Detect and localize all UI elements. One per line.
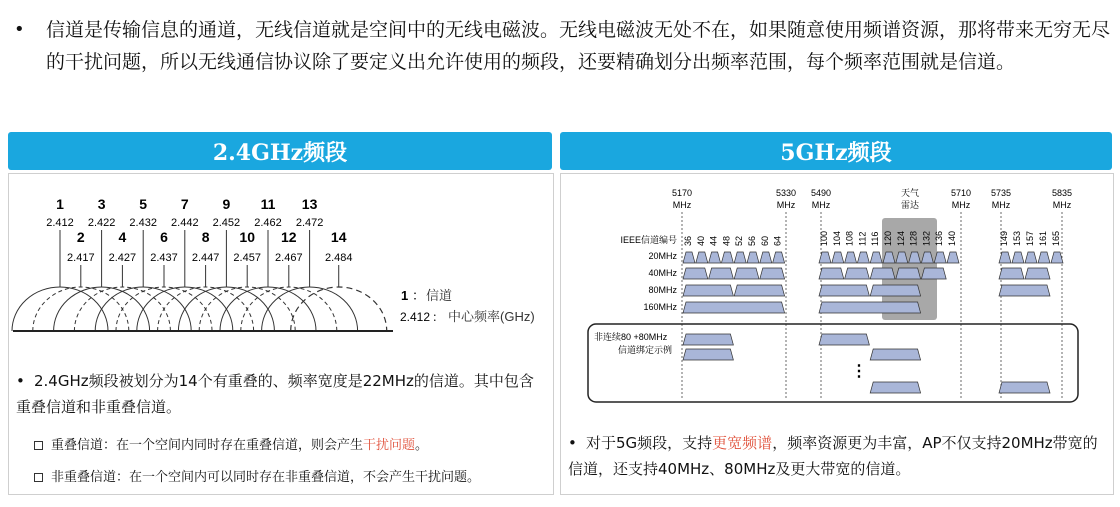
sub-overlap (34, 436, 544, 456)
bond-block (683, 334, 733, 345)
dots: ⋮ (851, 363, 867, 380)
channel-freq: 2.442 (171, 217, 199, 229)
sub-overlap-red: 干扰问题 (363, 438, 416, 453)
channel-number: 7 (180, 196, 189, 212)
channel-id: 124 (895, 230, 906, 246)
channel-freq: 2.437 (150, 252, 178, 264)
freq-mark-line1: 天气 (900, 188, 920, 198)
freq-mark-line1: 5330 (775, 188, 797, 198)
channel-id: 140 (947, 230, 957, 246)
channel-freq: 2.422 (87, 217, 116, 229)
block-20mhz (947, 252, 959, 263)
channel-freq: 2.412 (46, 217, 74, 229)
block-160mhz (819, 302, 921, 313)
block-160mhz (683, 302, 785, 313)
row-label: 40MHz (648, 268, 677, 278)
block-20mhz (747, 252, 759, 263)
channel-id: 40 (695, 235, 706, 246)
note-5ghz-red: 更宽频谱 (712, 434, 773, 452)
channel-freq: 2.427 (108, 252, 137, 264)
channel-id: 44 (708, 235, 719, 246)
legend-sep-2: ： (432, 310, 445, 324)
header-5ghz: 5GHz频段 (560, 132, 1112, 170)
sub-overlap-end: 。 (415, 438, 429, 453)
channel-arc-14 (291, 287, 387, 331)
channel-id: 120 (883, 230, 893, 246)
channel-id: 153 (1012, 230, 1022, 246)
channel-id: 52 (734, 235, 745, 246)
header-2-4ghz: 2.4GHz频段 (8, 132, 552, 170)
channel-number: 13 (301, 196, 318, 212)
freq-mark-line2: 雷达 (900, 200, 920, 210)
block-80mhz (734, 285, 784, 296)
channel-id: 60 (759, 235, 770, 246)
bond-block (683, 349, 733, 360)
block-40mhz (999, 268, 1024, 279)
note-2-4ghz (16, 368, 546, 420)
freq-mark-line1: 5170 (671, 188, 693, 198)
block-20mhz (696, 252, 708, 263)
channel-id: 116 (870, 231, 881, 246)
channel-id: 157 (1025, 230, 1035, 246)
block-20mhz (1025, 252, 1037, 263)
channel-diagram-5ghz (560, 176, 1112, 406)
channel-id: 149 (999, 230, 1009, 246)
intro-paragraph (12, 14, 1112, 78)
channel-id: 104 (831, 230, 842, 246)
channel-number: 11 (260, 196, 276, 212)
block-20mhz (832, 252, 844, 263)
bullet-icon: • (568, 434, 577, 452)
channel-freq: 2.484 (324, 252, 353, 264)
bullet-icon: • (14, 19, 25, 40)
channel-freq: 2.462 (254, 217, 282, 229)
channel-number: 3 (97, 196, 106, 212)
channel-number: 6 (160, 229, 168, 245)
legend-freq-desc: 中心频率(GHz) (448, 309, 535, 324)
channel-id: 48 (721, 235, 732, 246)
block-20mhz (760, 252, 772, 263)
block-40mhz (683, 268, 708, 279)
bond-block (819, 334, 869, 345)
block-20mhz (1038, 252, 1050, 263)
row-label: IEEE信道编号 (620, 235, 677, 245)
legend-num-key: 1 (401, 288, 409, 303)
channel-number: 12 (281, 229, 297, 245)
freq-mark-line2: MHz (991, 200, 1011, 210)
channel-freq: 2.452 (212, 217, 241, 229)
freq-mark-line1: 5735 (990, 188, 1012, 198)
block-20mhz (683, 252, 695, 263)
block-20mhz (721, 252, 733, 263)
channel-id: 36 (683, 235, 693, 246)
block-20mhz (734, 252, 746, 263)
channel-freq: 2.467 (275, 252, 303, 264)
intro-text: 信道是传输信息的通道，无线信道就是空间中的无线电磁波。无线电磁波无处不在，如果随意使用频谱资源，那将带来无穷无尽的干扰问题，所以无线通信协议除了要定义出允许使用的频段，还要精确划分出频率范围，每个频率范围就是信道。 (46, 19, 1111, 73)
square-bullet-icon (34, 441, 43, 450)
row-label: 160MHz (643, 302, 677, 312)
channel-number: 5 (139, 196, 148, 212)
block-80mhz (683, 285, 733, 296)
row-label: 20MHz (648, 251, 677, 261)
channel-id: 64 (772, 235, 783, 246)
bullet-icon: • (16, 372, 25, 390)
channel-number: 4 (118, 229, 127, 245)
block-80mhz (819, 285, 869, 296)
note-5ghz-pre: 对于5G频段，支持 (586, 434, 713, 452)
block-80mhz (870, 285, 920, 296)
freq-mark-line2: MHz (951, 200, 971, 210)
channel-number: 1 (56, 196, 64, 212)
channel-freq: 2.417 (67, 252, 95, 264)
block-20mhz (709, 252, 721, 263)
freq-mark-line2: MHz (776, 200, 796, 210)
block-40mhz (734, 268, 759, 279)
block-20mhz (1012, 252, 1024, 263)
block-40mhz (896, 268, 921, 279)
note-5ghz-post: ，频率资源更为丰富，AP不仅支持20MHz带宽的信道，还支持40MHz、80MHz及更大带宽的信道。 (568, 434, 1098, 478)
channel-id: 112 (857, 231, 868, 246)
block-40mhz (1025, 268, 1050, 279)
row-label: 80MHz (648, 285, 677, 295)
block-20mhz (845, 252, 857, 263)
block-40mhz (845, 268, 870, 279)
channel-freq: 2.432 (129, 217, 157, 229)
freq-mark-line2: MHz (672, 200, 692, 210)
channel-diagram-2-4ghz (8, 176, 554, 336)
channel-id: 165 (1051, 230, 1061, 246)
channel-number: 8 (201, 229, 210, 245)
freq-mark-line1: 5835 (1051, 188, 1073, 198)
bond-label-2: 信道绑定示例 (618, 345, 673, 355)
bond-block (870, 349, 920, 360)
channel-freq: 2.457 (233, 252, 261, 264)
block-40mhz (709, 268, 734, 279)
channel-id: 108 (844, 230, 855, 246)
freq-mark-line2: MHz (811, 200, 831, 210)
sub-overlap-label: 重叠信道：在一个空间内同时存在重叠信道，则会产生 (51, 438, 364, 453)
channel-id: 128 (908, 230, 919, 246)
channel-id: 132 (921, 230, 932, 246)
channel-number: 14 (330, 229, 347, 245)
channel-freq: 2.447 (191, 252, 220, 264)
legend-freq-key: 2.412 (400, 310, 431, 324)
square-bullet-icon (34, 473, 43, 482)
freq-mark-line2: MHz (1052, 200, 1072, 210)
sub-nonoverlap-text: 非重叠信道：在一个空间内可以同时存在非重叠信道，不会产生干扰问题。 (51, 470, 481, 485)
block-20mhz (1051, 252, 1063, 263)
bond-block (999, 382, 1050, 393)
channel-id: 100 (819, 230, 829, 246)
sub-nonoverlap (34, 468, 544, 488)
block-20mhz (773, 252, 785, 263)
channel-id: 161 (1038, 230, 1048, 246)
block-20mhz (870, 252, 882, 263)
freq-mark-line1: 5710 (950, 188, 972, 198)
freq-mark-line1: 5490 (810, 188, 832, 198)
bond-label-1: 非连续80 +80MHz (594, 332, 668, 342)
channel-number: 9 (222, 196, 231, 212)
channel-number: 10 (239, 229, 255, 245)
block-40mhz (819, 268, 844, 279)
block-40mhz (921, 268, 946, 279)
bond-block (870, 382, 920, 393)
block-40mhz (870, 268, 895, 279)
block-40mhz (760, 268, 785, 279)
legend-sep-1: ： (412, 288, 426, 303)
channel-id: 136 (934, 230, 945, 246)
channel-number: 2 (76, 229, 85, 245)
note-2-4ghz-text: 2.4GHz频段被划分为14个有重叠的、频率宽度是22MHz的信道。其中包含重叠信道和非重叠信道。 (16, 372, 534, 416)
channel-freq: 2.472 (295, 217, 324, 229)
channel-id: 56 (747, 235, 757, 246)
block-20mhz (857, 252, 869, 263)
legend-num-desc: 信道 (426, 288, 453, 303)
block-80mhz (999, 285, 1050, 296)
note-5ghz (568, 430, 1108, 482)
